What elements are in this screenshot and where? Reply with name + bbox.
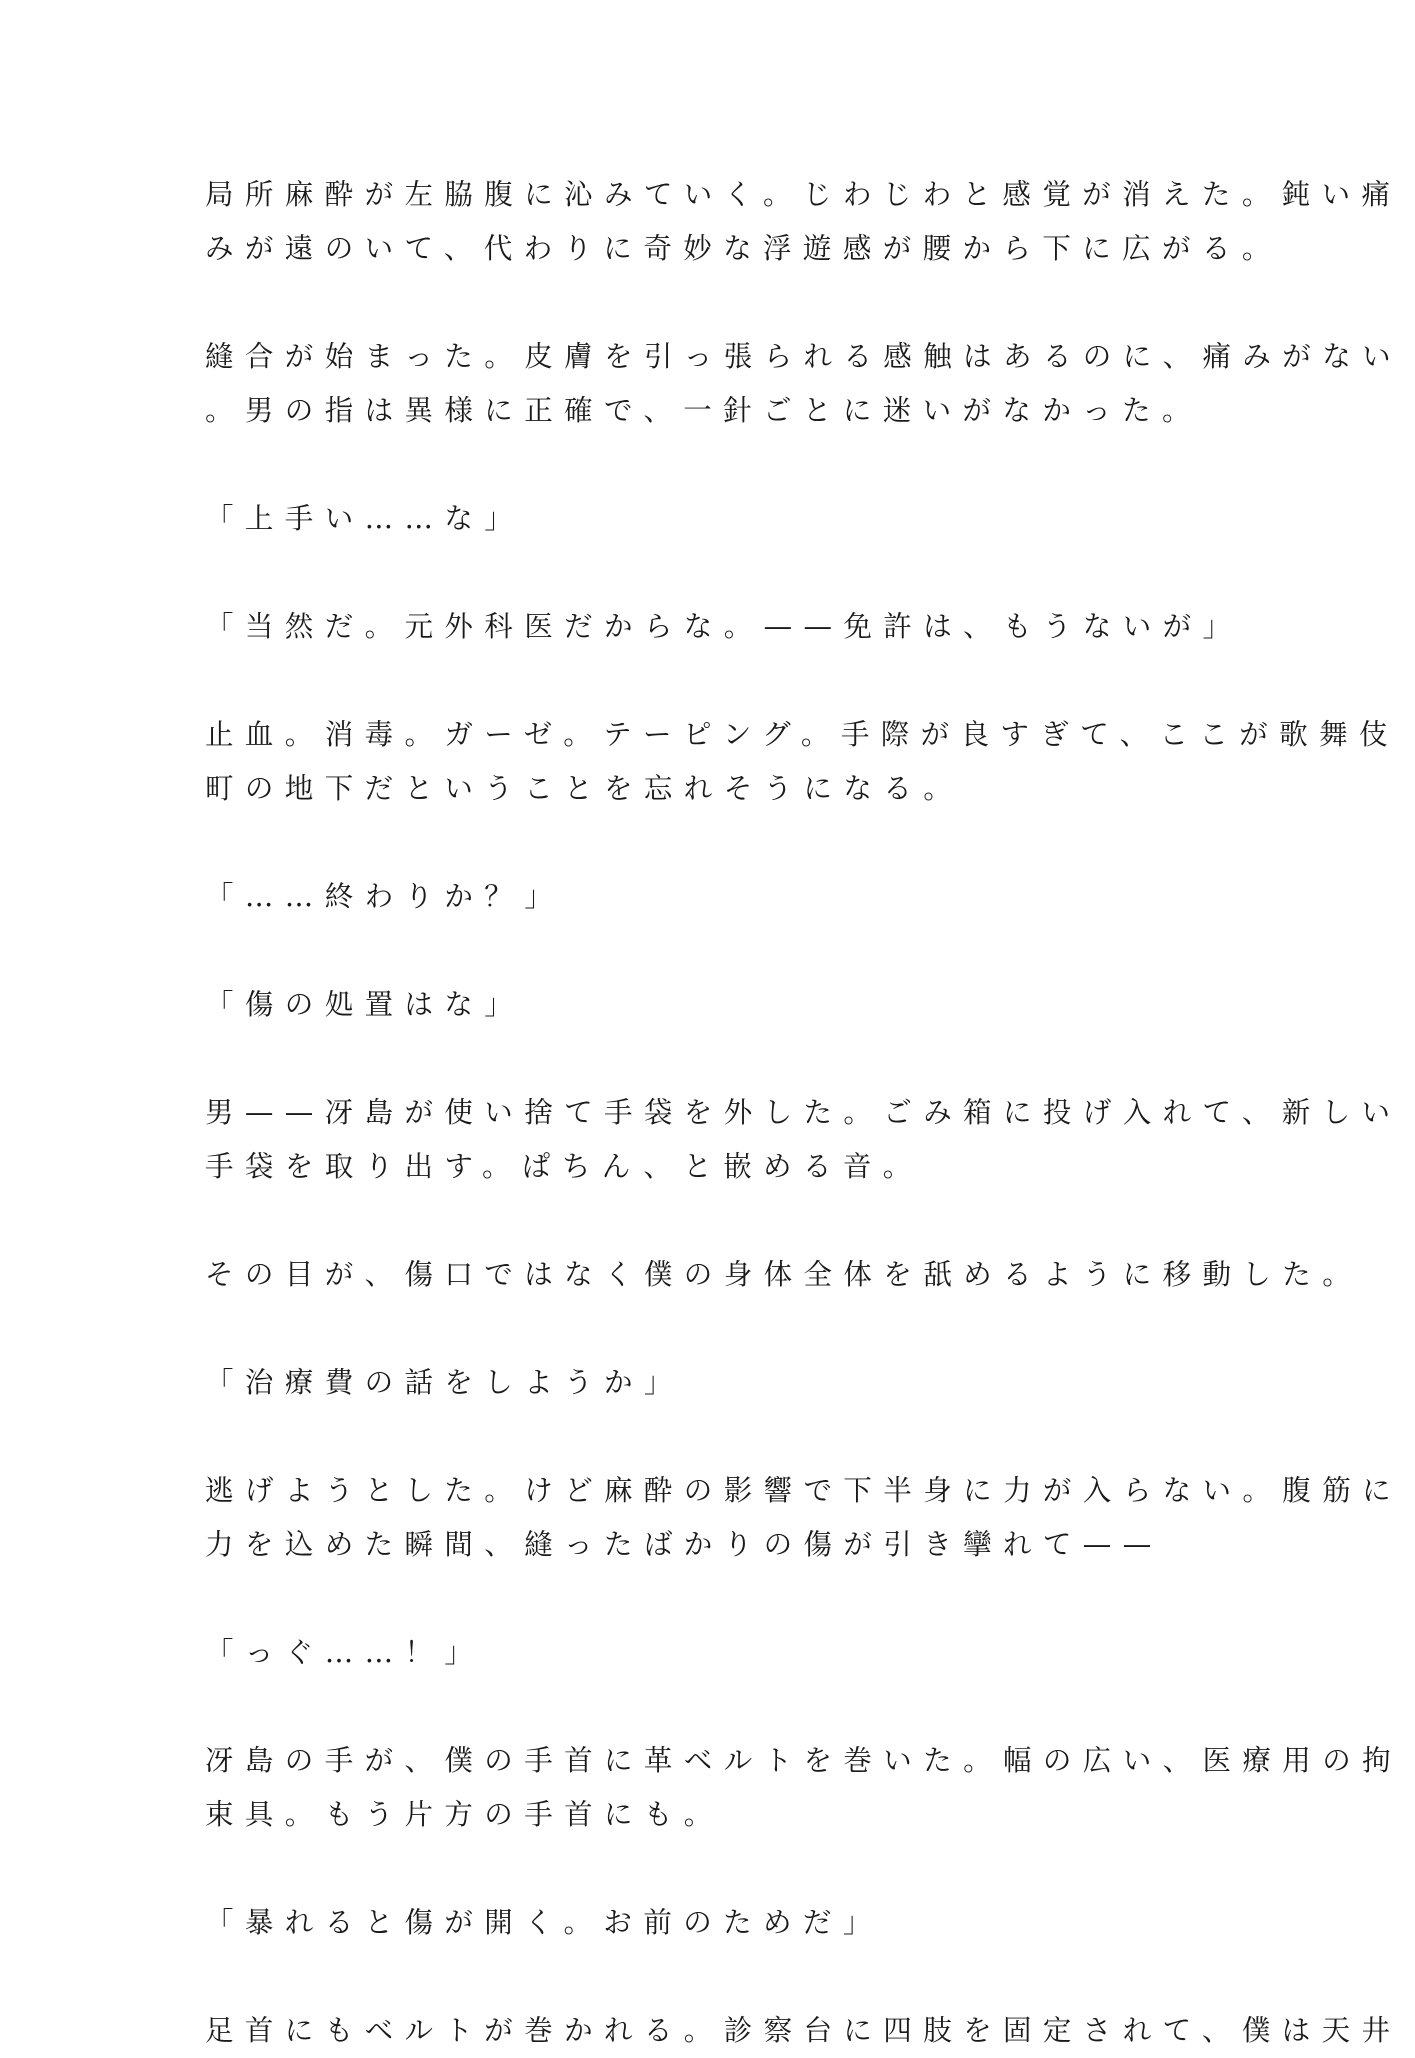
dialogue-line: 「上手い……な」 <box>205 502 525 535</box>
dialogue-line: 「……終わりか？」 <box>205 880 565 913</box>
text-line: みが遠のいて、代わりに奇妙な浮遊感が腰から下に広がる。 <box>205 232 1282 265</box>
paragraph <box>205 870 1215 924</box>
text-line: 止血。消毒。ガーゼ。テーピング。手際が良すぎて、ここが歌舞伎 <box>205 718 1399 751</box>
text-line: 手袋を取り出す。ぱちん、と嵌める音。 <box>205 1150 923 1183</box>
text-line: 男——冴島が使い捨て手袋を外した。ごみ箱に投げ入れて、新しい <box>205 1096 1402 1129</box>
paragraph <box>205 2004 1402 2058</box>
paragraph <box>205 1086 1402 1194</box>
text-line: 逃げようとした。けど麻酔の影響で下半身に力が入らない。腹筋に <box>205 1474 1403 1507</box>
text-line: 足首にもベルトが巻かれる。診察台に四肢を固定されて、僕は天井 <box>205 2014 1402 2047</box>
paragraph <box>205 1464 1403 1572</box>
document-page <box>205 168 1403 2058</box>
paragraph <box>205 708 1399 816</box>
paragraph <box>205 600 1243 654</box>
paragraph <box>205 1896 1215 1950</box>
paragraph <box>205 492 1215 546</box>
dialogue-line: 「当然だ。元外科医だからな。——免許は、もうないが」 <box>205 610 1243 643</box>
dialogue-line: 「傷の処置はな」 <box>205 988 525 1021</box>
text-line: 冴島の手が、僕の手首に革ベルトを巻いた。幅の広い、医療用の拘 <box>205 1744 1403 1777</box>
text-line: 。男の指は異様に正確で、一針ごとに迷いがなかった。 <box>205 394 1202 427</box>
text-line: 力を込めた瞬間、縫ったばかりの傷が引き攣れて—— <box>205 1528 1163 1561</box>
text-line: 局所麻酔が左脇腹に沁みていく。じわじわと感覚が消えた。鈍い痛 <box>205 178 1402 211</box>
dialogue-line: 「治療費の話をしようか」 <box>205 1366 684 1399</box>
paragraph <box>205 330 1403 438</box>
paragraph <box>205 1734 1403 1842</box>
text-line: その目が、傷口ではなく僕の身体全体を舐めるように移動した。 <box>205 1258 1363 1291</box>
paragraph <box>205 978 1215 1032</box>
dialogue-line: 「っぐ……！」 <box>205 1636 485 1669</box>
paragraph <box>205 168 1402 276</box>
text-line: 束具。もう片方の手首にも。 <box>205 1798 724 1831</box>
paragraph <box>205 1356 1215 1410</box>
text-line: 縫合が始まった。皮膚を引っ張られる感触はあるのに、痛みがない <box>205 340 1403 373</box>
dialogue-line: 「暴れると傷が開く。お前のためだ」 <box>205 1906 883 1939</box>
paragraph <box>205 1626 1215 1680</box>
paragraph <box>205 1248 1363 1302</box>
text-line: 町の地下だということを忘れそうになる。 <box>205 772 964 805</box>
